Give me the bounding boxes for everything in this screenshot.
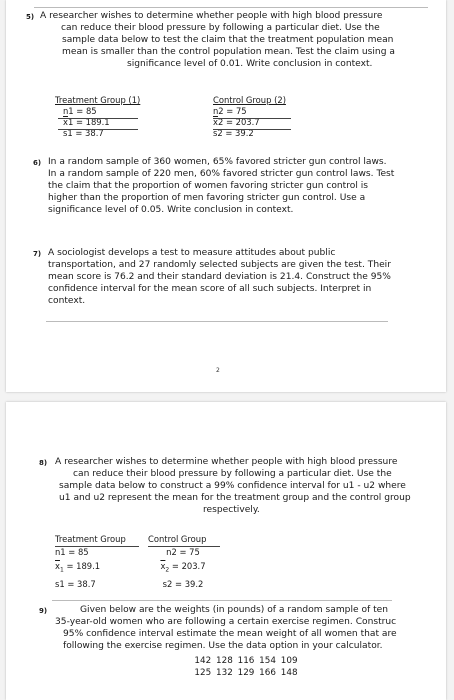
question-8-line-1: A researcher wishes to determine whether people with high blood pressure bbox=[55, 457, 398, 467]
question-9-line-3: 95% confidence interval estimate the mean weight of all women that are bbox=[63, 628, 397, 639]
question-7-answer-rule bbox=[46, 321, 388, 322]
question-7-line-2: transportation, and 27 randomly selected subjects are given the test. Their bbox=[48, 259, 391, 270]
xbar-subscript: 1 bbox=[59, 566, 64, 574]
control-n: n2 = 75 bbox=[166, 547, 200, 557]
question-6-line-3: the claim that the proportion of women favoring stricter gun control is bbox=[48, 180, 369, 191]
question-9-text bbox=[55, 605, 445, 653]
question-5-line-3: sample data below to test the claim that the treatment population mean bbox=[62, 34, 394, 45]
treatment-n: n1 = 85 bbox=[55, 547, 89, 557]
question-8-line-4: u1 and u2 represent the mean for the treatment group and the control group bbox=[59, 492, 411, 503]
question-8-line-2: can reduce their blood pressure by following a particular diet. Use the bbox=[73, 468, 392, 479]
question-6-text bbox=[48, 157, 446, 217]
question-7-line-4: confidence interval for the mean score of all such subjects. Interpret in bbox=[48, 283, 372, 294]
control-n: n2 = 75 bbox=[213, 106, 247, 116]
question-7-line-3: mean score is 76.2 and their standard deviation is 21.4. Construct the 95% bbox=[48, 271, 391, 282]
weights-row-1: 142 128 116 154 109 bbox=[194, 656, 298, 666]
control-sd: s2 = 39.2 bbox=[162, 578, 204, 589]
question-7-line-1: A sociologist develops a test to measure attitudes about public bbox=[48, 248, 336, 258]
question-5-control-group bbox=[213, 95, 286, 139]
treatment-rule bbox=[55, 546, 139, 547]
question-7-text bbox=[48, 248, 446, 308]
top-rule bbox=[34, 7, 428, 8]
control-mean-value: = 203.7 bbox=[169, 561, 206, 571]
question-5-line-2: can reduce their blood pressure by following a particular diet. Use the bbox=[61, 22, 380, 33]
control-group-header: Control Group bbox=[148, 534, 207, 544]
treatment-mean-value: = 189.1 bbox=[63, 561, 101, 571]
question-9-line-2: 35-year-old women who are following a certain exercise regimen. Construc bbox=[55, 616, 397, 627]
question-9-number: 9) bbox=[39, 607, 48, 615]
question-5-line-4: mean is smaller than the control population mean. Test the claim using a bbox=[62, 46, 395, 57]
page-number: 2 bbox=[216, 367, 220, 374]
xbar-symbol: $\overline{x}$ bbox=[63, 117, 68, 127]
question-8-text bbox=[55, 457, 443, 517]
treatment-group-header: Treatment Group (1) bbox=[55, 95, 141, 105]
question-6-line-1: In a random sample of 360 women, 65% favored stricter gun control laws. bbox=[48, 157, 387, 167]
question-9-line-4: following the exercise regimen. Use the data option in your calculator. bbox=[63, 640, 383, 651]
worksheet-page-2 bbox=[6, 402, 446, 700]
control-group-header: Control Group (2) bbox=[213, 95, 286, 105]
question-9-line-1: Given below are the weights (in pounds) of a random sample of ten bbox=[80, 605, 389, 615]
question-8-answer-rule bbox=[52, 600, 392, 601]
xbar-symbol: $\overline{x}$ bbox=[213, 117, 218, 127]
question-7-number: 7) bbox=[33, 250, 42, 258]
question-8-line-3: sample data below to construct a 99% confidence interval for u1 - u2 where bbox=[59, 480, 406, 491]
question-6-number: 6) bbox=[33, 159, 42, 167]
question-6-line-5: significance level of 0.05. Write conclusion in context. bbox=[48, 204, 294, 215]
treatment-sd: s1 = 38.7 bbox=[63, 128, 104, 138]
xbar-symbol: $\overline{x}$ bbox=[160, 561, 166, 571]
question-7-line-5: context. bbox=[48, 295, 86, 306]
xbar-symbol: $\overline{x}$ bbox=[55, 561, 60, 571]
control-rule bbox=[148, 546, 220, 547]
question-6-line-2: In a random sample of 220 men, 60% favored stricter gun control laws. Test bbox=[48, 168, 395, 179]
treatment-rule-2 bbox=[58, 129, 138, 130]
control-mean bbox=[148, 561, 218, 576]
question-5-line-5: significance level of 0.01. Write conclusion in context. bbox=[127, 58, 373, 69]
control-rule-2 bbox=[213, 129, 291, 130]
xbar-subscript: 2 bbox=[165, 566, 170, 574]
treatment-rule-1 bbox=[58, 118, 138, 119]
question-8-number: 8) bbox=[39, 459, 48, 467]
question-8-line-5: respectively. bbox=[203, 504, 260, 515]
treatment-sd: s1 = 38.7 bbox=[55, 578, 96, 589]
treatment-n: n1 = 85 bbox=[63, 106, 97, 116]
control-mean-value: 2 = 203.7 bbox=[217, 117, 260, 127]
weights-row-2: 125 132 129 166 148 bbox=[194, 668, 298, 678]
question-5-number: 5) bbox=[26, 13, 35, 21]
treatment-group-header: Treatment Group bbox=[55, 534, 126, 544]
question-5-line-1: A researcher wishes to determine whether people with high blood pressure bbox=[40, 11, 383, 21]
worksheet-page-1 bbox=[6, 0, 446, 392]
treatment-mean bbox=[55, 561, 126, 576]
control-sd: s2 = 39.2 bbox=[213, 128, 254, 138]
question-6-line-4: higher than the proportion of men favoring stricter gun control. Use a bbox=[48, 192, 366, 203]
question-8-control-group bbox=[148, 534, 218, 590]
control-rule-1 bbox=[213, 118, 291, 119]
question-5-treatment-group bbox=[55, 95, 140, 139]
weights-data bbox=[156, 655, 336, 679]
question-5-text bbox=[40, 11, 442, 71]
question-8-treatment-group bbox=[55, 534, 126, 590]
treatment-mean-value: 1 = 189.1 bbox=[67, 117, 110, 127]
